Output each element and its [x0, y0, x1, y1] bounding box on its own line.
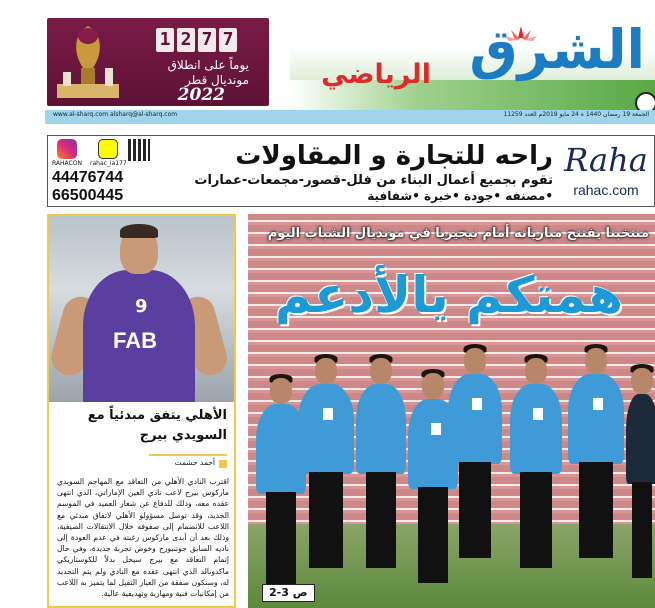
ad-subtitle: تقوم بجميع أعمال البناء من فلل-قصور-مجمعات-عمارات [194, 173, 553, 188]
story-headline[interactable]: همتكم يالأدعم [274, 266, 624, 324]
countdown-year: 2022 [177, 85, 225, 105]
player-head [422, 373, 444, 399]
worldcup-trophy-icon [53, 22, 123, 102]
worldcup-countdown-promo[interactable] [47, 18, 269, 106]
side-article-title[interactable]: الأهلي يتفق مبدئياً مع السويدي بيرج [87, 408, 227, 443]
player-jacket [626, 394, 655, 484]
phone-number[interactable]: 44476744 [52, 169, 124, 186]
player-jacket [298, 384, 354, 474]
player-head [631, 368, 653, 394]
player-legs [309, 472, 343, 568]
team-player [298, 354, 354, 604]
team-player [626, 364, 655, 599]
story-kicker: منتخبنا يفتتح مبارياته أمام نيجيريا في مونديال الشباب اليوم [267, 226, 649, 241]
title-underline [149, 454, 227, 456]
snapchat-icon [98, 139, 118, 159]
masthead [0, 0, 655, 118]
player-head [370, 358, 392, 384]
author-name: أحمد حشمت [174, 458, 215, 467]
page-reference[interactable]: ص 3-2 [262, 584, 315, 602]
ad-website[interactable]: rahac.com [573, 182, 639, 198]
raha-advertisement[interactable] [47, 135, 655, 207]
player-legs [520, 472, 551, 568]
section-name: الرياضي [321, 59, 431, 90]
author-marker-icon [219, 460, 227, 468]
player-jacket [448, 374, 502, 464]
newspaper-logo[interactable]: الشرق [469, 18, 645, 81]
ad-title: راحه للتجارة و المقاولات [235, 141, 553, 171]
author-byline [149, 458, 227, 471]
accreditation-badge [323, 408, 333, 420]
side-article[interactable] [47, 214, 236, 608]
player-head [270, 378, 292, 404]
countdown-caption: يوماً على انطلاق [167, 58, 249, 72]
player-jacket [568, 374, 624, 464]
ad-values: •مصنفه •جودة •خبرة •شفافية [367, 189, 553, 203]
team-player [356, 354, 406, 594]
side-article-body: اقترب النادي الأهلي من التعاقد مع المهاجم السويدي ماركوس بيرج لاعب نادي العين الإماراتي، الذي انتهى عقده معه، وذلك للدفاع عن شعار العميد في الموسم الجديد، وقد توصل مسؤولو الأهلي لاتفاق مبدئي مع اللاعب للانضمام إلى صفوفه خلال الانتقالات الصيفية، وذلك بعد أن أبدى ماركوس رغبته في عدم العودة إلى ناديه السابق جوتنبورج وخوض تجربة جديدة، وفي حال إتمام التعاقد مع بيرج سيحل بدلاً للكوستاريكي ماكدونالد الذي انتهى عقده مع النادي ولم يتم التجديد له، وستكون صفقة من العيار الثقيل لما يتميز به اللاعب من إمكانيات فنية ومهارية وتهديفية عالية. [57, 477, 229, 599]
main-story[interactable] [248, 214, 655, 608]
player-legs [266, 492, 296, 588]
player-head [315, 358, 337, 384]
player-jacket [510, 384, 562, 474]
issue-date: الجمعة 19 رمضان 1440 ه 24 مايو 2019م العدد 11259 [503, 111, 649, 118]
phone-numbers [52, 169, 123, 205]
accreditation-badge [593, 398, 603, 410]
qr-code[interactable] [128, 139, 150, 161]
countdown-event: مونديال قطر [185, 73, 249, 87]
accreditation-badge [533, 408, 543, 420]
snapchat-handle: rahac_ia177 [90, 160, 127, 167]
player-head [464, 348, 486, 374]
player-legs [632, 482, 651, 578]
player-legs [579, 462, 613, 558]
accreditation-badge [472, 398, 482, 410]
countdown-digit: 1 [156, 28, 174, 52]
snapchat-link[interactable] [90, 139, 127, 167]
player-jacket [356, 384, 406, 474]
countdown-digits [156, 28, 237, 52]
social-links [52, 139, 172, 169]
website-contact[interactable]: www.al-sharq.com alsharq@al-sharq.com [53, 111, 178, 118]
ad-brand-logo: Raha [564, 141, 648, 179]
player-head [525, 358, 547, 384]
player-head [585, 348, 607, 374]
shirt-sponsor: FAB [113, 328, 157, 353]
team-player [568, 344, 624, 594]
team-player [510, 354, 562, 599]
team-player [448, 344, 502, 599]
instagram-handle: RAHACON [52, 160, 82, 167]
instagram-link[interactable] [52, 139, 82, 167]
player-legs [459, 462, 491, 558]
player-legs [418, 487, 448, 583]
player-hair [120, 224, 158, 238]
date-bar [45, 110, 655, 124]
player-photo [49, 216, 234, 402]
countdown-digit: 7 [219, 28, 237, 52]
instagram-icon [57, 139, 77, 159]
shirt-number: 9 [135, 296, 148, 317]
accreditation-badge [431, 423, 441, 435]
qr-code-icon [128, 139, 150, 161]
player-legs [366, 472, 396, 568]
countdown-digit: 2 [177, 28, 195, 52]
countdown-digit: 7 [198, 28, 216, 52]
phone-number[interactable]: 66500445 [52, 187, 124, 204]
